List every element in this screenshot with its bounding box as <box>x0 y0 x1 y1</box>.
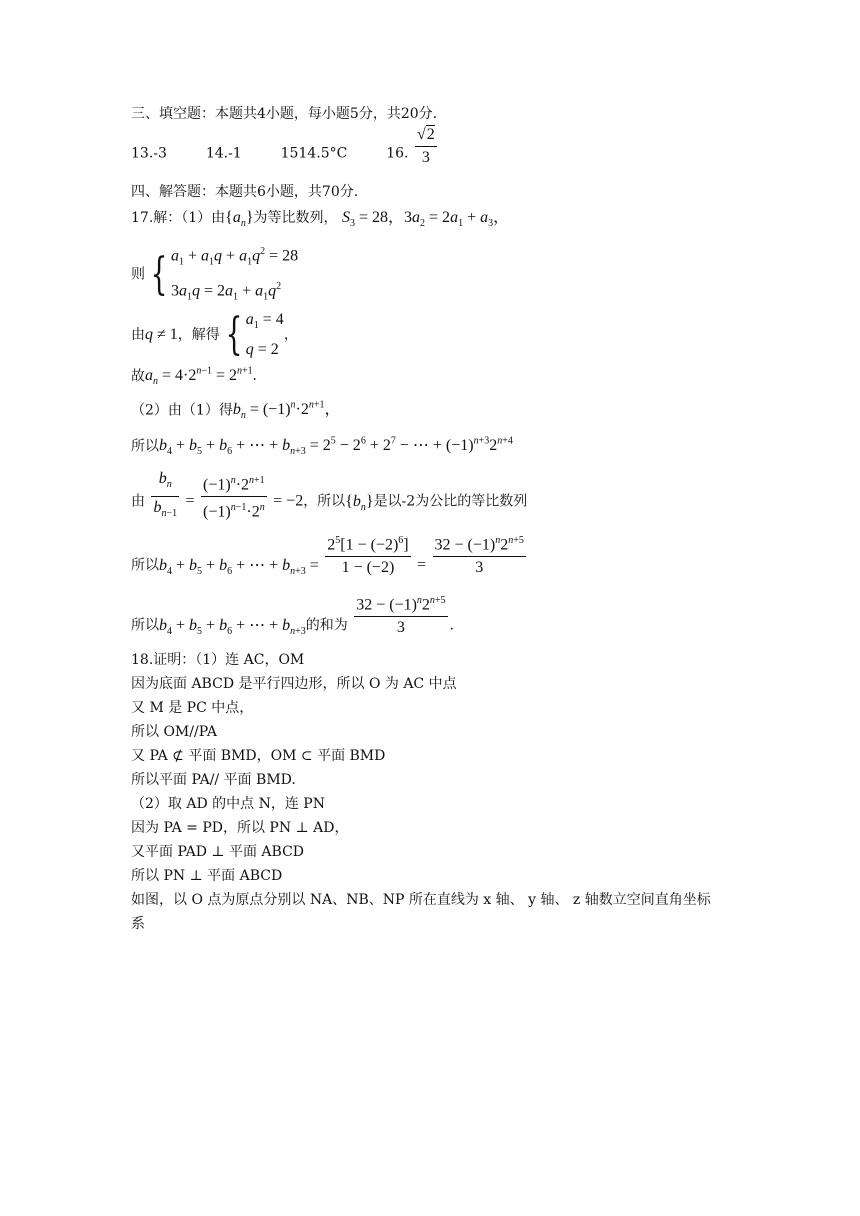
section-4-header: 四、解答题：本题共6小题，共70分. <box>131 184 359 200</box>
answer-14: 14.-1 <box>205 145 242 162</box>
p17-line-8: 所以$b_4 + b_5 + b_6$ + ⋯ + $b_{n+3}$ = $\frac{2^5[1 - (-2)^6]}{1 - (-2)}$ = $\frac{32 - (-1)^n2^{n+5}}{3}$ <box>131 552 528 582</box>
p18-line-8: 因为 PA = PD，所以 PN ⊥ AD， <box>131 820 349 836</box>
answer-13: 13.-3 <box>131 145 167 162</box>
answer-16-label: 16. <box>386 145 409 162</box>
p17-system-2: 由q ≠ 1，解得 { $a_1 = 4$ q = 2 ， <box>131 309 298 361</box>
p17-line-6: 所以$b_4 + b_5 + b_6$ + ⋯ + $b_{n+3} = 2^5 - 2^6 + 2^7$ − ⋯ + $(-1)^{n+3}2^{n+4}$ <box>131 436 513 458</box>
p18-line-11: 如图，以 O 点为原点分别以 NA、NB、NP 所在直线为 x 轴、 y 轴、 z 轴数立空间直角坐标 <box>131 892 711 908</box>
answer-15: 1514.5°C <box>280 145 348 162</box>
p18-line-3: 又 M 是 PC 中点， <box>131 700 254 716</box>
p17-system-1: 则 { $a_1 + a_1q + a_1q^2 = 28$ $3a_1q = 2a_1 + a_1q^2$ <box>131 246 299 303</box>
p18-line-2: 因为底面 ABCD 是平行四边形，所以 O 为 AC 中点 <box>131 676 457 692</box>
p18-line-4: 所以 OM//PA <box>131 724 217 740</box>
p18-line-12: 系 <box>131 916 145 932</box>
p18-line-7: （2）取 AD 的中点 N，连 PN <box>131 796 325 812</box>
p18-line-1: 18.证明：（1）连 AC，OM <box>131 652 305 668</box>
fill-in-answers <box>131 126 439 169</box>
p18-line-10: 所以 PN ⊥ 平面 ABCD <box>131 868 283 884</box>
section-3-header: 三、填空题：本题共4小题，每小题5分，共20分. <box>131 106 438 122</box>
p17-line-1: 17.解：（1）由$\{a_n\}$为等比数列， $S_3 = 28$，$3a_2 = 2a_1 + a_3$， <box>131 209 510 230</box>
p17-line-7: 由 $\frac{b_n}{b_{n-1}}$ = $\frac{(-1)^n\cdot 2^{n+1}}{(-1)^{n-1}\cdot 2^n}$ = −2，所以$\{b_n\}$是以-2为公比的等比数列 <box>131 470 528 521</box>
p18-line-6: 所以平面 PA// 平面 BMD. <box>131 772 296 788</box>
p17-line-5: （2）由（1）得$b_n = (-1)^n\cdot 2^{n+1}$， <box>131 400 341 422</box>
p17-line-4: 故$a_n = 4\cdot 2^{n-1} = 2^{n+1}$. <box>131 366 257 388</box>
p18-line-9: 又平面 PAD ⊥ 平面 ABCD <box>131 844 305 860</box>
answer-16-fraction: $\frac{√2}{3}$ <box>416 126 435 166</box>
p17-line-9: 所以$b_4 + b_5 + b_6$ + ⋯ + $b_{n+3}$的和为 $\frac{32 - (-1)^n2^{n+5}}{3}$ . <box>131 612 454 642</box>
p18-line-5: 又 PA ⊄ 平面 BMD，OM ⊂ 平面 BMD <box>131 748 386 764</box>
